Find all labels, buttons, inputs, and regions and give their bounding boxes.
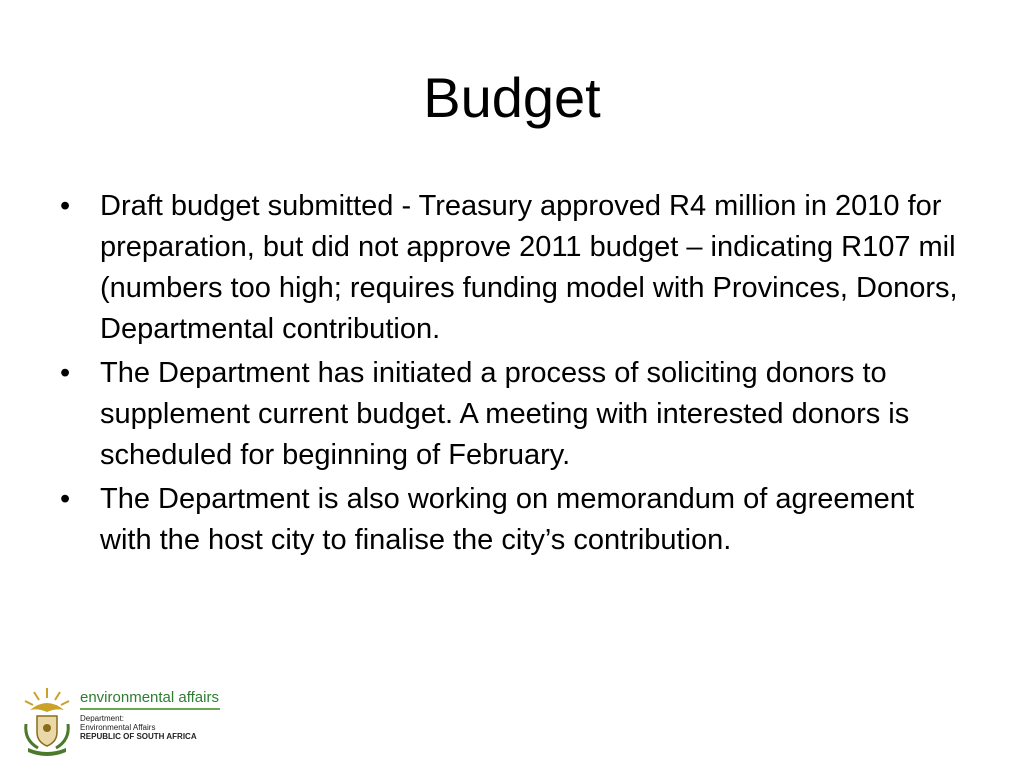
bullet-text: The Department is also working on memorandum of agreement with the host city to finalise the city’s contribution.: [100, 483, 914, 556]
bullet-item: [60, 479, 970, 561]
department-logo: [16, 684, 226, 756]
slide-title: Budget: [423, 66, 601, 129]
bullet-marker: •: [60, 483, 71, 515]
logo-department-name: Environmental Affairs: [80, 723, 156, 732]
logo-country: REPUBLIC OF SOUTH AFRICA: [80, 732, 197, 741]
logo-divider: [80, 708, 220, 710]
logo-department-label: Department:: [80, 714, 125, 723]
bullet-item: [60, 186, 970, 350]
bullet-marker: •: [60, 190, 71, 222]
logo-text: [80, 684, 230, 756]
bullet-text: Draft budget submitted - Treasury approved R4 million in 2010 for preparation, but did not approve 2011 budget – indicating R107 mil (numbers too high; requires funding model with Provinces, Donors, Departmental contribution.: [100, 190, 958, 345]
bullet-text: The Department has initiated a process of soliciting donors to supplement current budget. A meeting with interested donors is scheduled for beginning of February.: [100, 357, 910, 471]
bullet-marker: •: [60, 357, 71, 389]
bullet-list: [60, 186, 970, 564]
coat-of-arms-icon: [16, 684, 78, 756]
bullet-item: [60, 353, 970, 476]
logo-brand: environmental affairs: [80, 689, 219, 706]
